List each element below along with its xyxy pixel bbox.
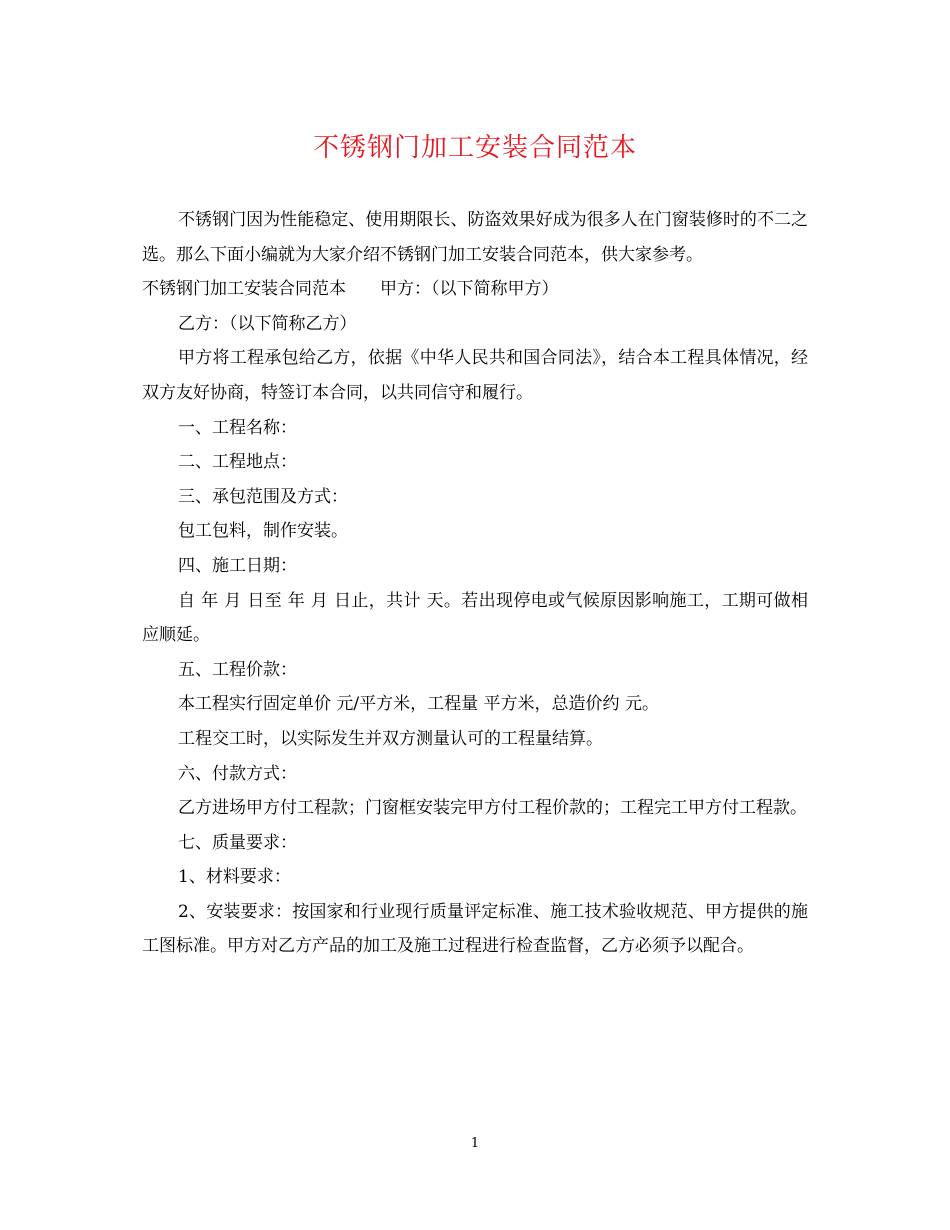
- section-quality-requirements: 七、质量要求：: [178, 832, 297, 853]
- intro-paragraph: 不锈钢门因为性能稳定、使用期限长、防盗效果好成为很多人在门窗装修时的不二之选。那么下面小编就为大家介绍不锈钢门加工安装合同范本，供大家参考。: [142, 210, 808, 265]
- preamble-paragraph: 甲方将工程承包给乙方，依据《中华人民共和国合同法》，结合本工程具体情况，经双方友好协商，特签订本合同，以共同信守和履行。: [142, 348, 808, 403]
- document-body: [142, 203, 808, 964]
- party-b-line: 乙方：（以下简称乙方）: [178, 313, 357, 334]
- contract-scope-text: 包工包料，制作安装。: [178, 521, 348, 542]
- section-project-price: 五、工程价款：: [178, 659, 297, 680]
- section-project-location: 二、工程地点：: [178, 452, 297, 473]
- document-title: 不锈钢门加工安装合同范本: [312, 133, 637, 163]
- settlement-text: 工程交工时，以实际发生并双方测量认可的工程量结算。: [178, 728, 603, 749]
- material-requirements: 1、材料要求：: [178, 867, 291, 888]
- construction-period-text: 自 年 月 日至 年 月 日止，共计 天。若出现停电或气候原因影响施工，工期可做相应顺延。: [142, 590, 808, 646]
- section-project-name: 一、工程名称：: [178, 417, 297, 438]
- page-number: 1: [470, 1136, 480, 1151]
- section-contract-scope: 三、承包范围及方式：: [178, 486, 348, 507]
- contract-heading-line: 不锈钢门加工安装合同范本 甲方：（以下简称甲方）: [142, 279, 559, 300]
- project-price-text: 本工程实行固定单价 元/平方米，工程量 平方米，总造价约 元。: [178, 694, 659, 715]
- section-construction-period: 四、施工日期：: [178, 555, 297, 576]
- payment-method-text: 乙方进场甲方付工程款；门窗框安装完甲方付工程价款的；工程完工甲方付工程款。: [178, 798, 807, 819]
- section-payment-method: 六、付款方式：: [178, 763, 297, 784]
- installation-requirements: 2、安装要求：按国家和行业现行质量评定标准、施工技术验收规范、甲方提供的施工图标准。甲方对乙方产品的加工及施工过程进行检查监督，乙方必须予以配合。: [142, 901, 808, 957]
